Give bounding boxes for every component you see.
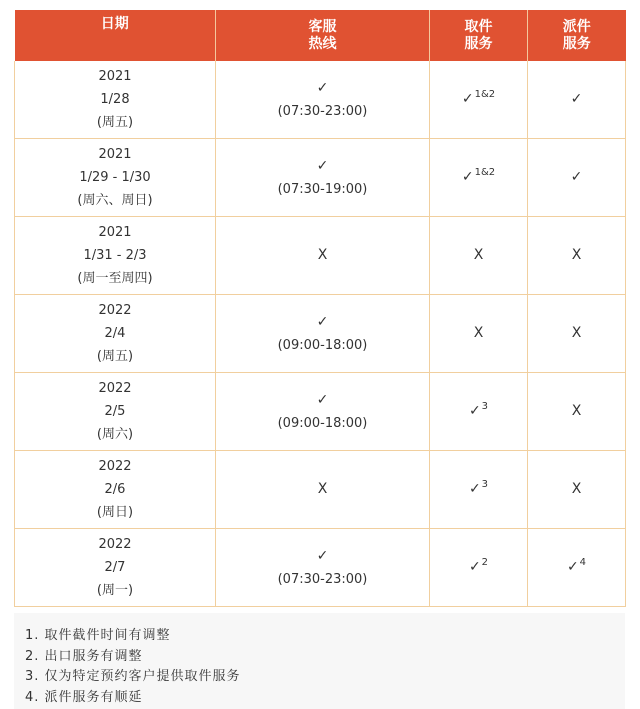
footnote-ref: 4 (579, 557, 587, 568)
pickup-cell (430, 295, 528, 373)
date-cell (15, 139, 216, 217)
table-body (15, 61, 626, 607)
table-row (15, 139, 626, 217)
delivery-cell (528, 139, 626, 217)
date-cell (15, 451, 216, 529)
footnote-1: 1. 取件截件时间有调整 (25, 628, 171, 643)
cross-icon: X (571, 247, 582, 263)
date-range: 1/28 (100, 92, 130, 107)
date-weekday: (周六、周日) (77, 193, 153, 208)
hotline-hours: (07:30-19:00) (277, 181, 368, 197)
cross-icon: X (317, 481, 328, 497)
checkmark-icon: ✓ (570, 91, 583, 107)
date-range: 2/7 (104, 560, 126, 575)
checkmark-icon: ✓ (316, 157, 329, 174)
date-year: 2022 (98, 303, 132, 318)
pickup-cell (430, 373, 528, 451)
date-year: 2021 (98, 147, 132, 162)
date-weekday: (周六) (96, 427, 134, 442)
hotline-hours: (07:30-23:00) (277, 103, 368, 119)
checkmark-icon: ✓ (468, 481, 481, 497)
header-pickup-line1: 取件 (464, 18, 493, 35)
date-range: 2/6 (104, 482, 126, 497)
hotline-cell (216, 373, 430, 451)
checkmark-icon: ✓ (316, 79, 329, 96)
hotline-cell (216, 451, 430, 529)
date-cell (15, 529, 216, 607)
checkmark-icon: ✓ (316, 547, 329, 564)
checkmark-icon: ✓ (468, 403, 481, 419)
checkmark-icon: ✓ (570, 169, 583, 185)
checkmark-icon: ✓ (566, 559, 579, 575)
table-row (15, 529, 626, 607)
footnote-ref: 2 (481, 557, 489, 568)
date-year: 2021 (98, 225, 132, 240)
header-hotline (216, 10, 430, 61)
hotline-cell (216, 295, 430, 373)
cross-icon: X (473, 325, 484, 341)
footnote-4: 4. 派件服务有顺延 (25, 689, 143, 705)
delivery-cell (528, 451, 626, 529)
footnote-3: 3. 仅为特定预约客户提供取件服务 (25, 669, 241, 684)
date-weekday: (周五) (96, 349, 134, 364)
table-row (15, 451, 626, 529)
delivery-cell (528, 529, 626, 607)
footnote-ref: 3 (481, 479, 489, 490)
header-delivery (528, 10, 626, 61)
cross-icon: X (317, 247, 328, 263)
hotline-hours: (07:30-23:00) (277, 571, 368, 587)
header-pickup-line2: 服务 (464, 35, 493, 52)
pickup-cell (430, 451, 528, 529)
date-weekday: (周五) (96, 115, 134, 130)
date-cell (15, 295, 216, 373)
delivery-cell (528, 217, 626, 295)
header-delivery-line2: 服务 (562, 35, 591, 52)
date-cell (15, 373, 216, 451)
header-hotline-line1: 客服 (308, 18, 337, 35)
checkmark-icon: ✓ (316, 313, 329, 330)
date-year: 2022 (98, 459, 132, 474)
date-range: 1/31 - 2/3 (83, 248, 147, 263)
date-cell (15, 61, 216, 139)
cross-icon: X (571, 403, 582, 419)
date-range: 2/4 (104, 326, 126, 341)
date-weekday: (周一至周四) (77, 271, 153, 286)
checkmark-icon: ✓ (468, 559, 481, 575)
delivery-cell (528, 61, 626, 139)
header-date-label: 日期 (100, 16, 129, 32)
table-row (15, 295, 626, 373)
footnotes-panel (14, 613, 625, 709)
footnote-ref: 1&2 (474, 167, 496, 178)
date-range: 2/5 (104, 404, 126, 419)
hotline-cell (216, 61, 430, 139)
date-year: 2022 (98, 537, 132, 552)
date-year: 2021 (98, 69, 132, 84)
pickup-cell (430, 139, 528, 217)
table-row (15, 61, 626, 139)
date-year: 2022 (98, 381, 132, 396)
hotline-cell (216, 529, 430, 607)
footnote-ref: 1&2 (474, 89, 496, 100)
footnote-2: 2. 出口服务有调整 (25, 648, 143, 664)
date-weekday: (周日) (96, 505, 134, 520)
hotline-hours: (09:00-18:00) (277, 415, 368, 431)
checkmark-icon: ✓ (461, 91, 474, 107)
pickup-cell (430, 529, 528, 607)
table-header-row (15, 10, 626, 61)
checkmark-icon: ✓ (461, 169, 474, 185)
delivery-cell (528, 373, 626, 451)
table-header (15, 10, 626, 61)
table-row (15, 373, 626, 451)
delivery-cell (528, 295, 626, 373)
hotline-hours: (09:00-18:00) (277, 337, 368, 353)
header-hotline-line2: 热线 (308, 35, 337, 52)
cross-icon: X (473, 247, 484, 263)
date-range: 1/29 - 1/30 (79, 170, 151, 185)
date-weekday: (周一) (96, 583, 134, 598)
pickup-cell (430, 61, 528, 139)
hotline-cell (216, 139, 430, 217)
header-date (15, 10, 216, 61)
footnote-ref: 3 (481, 401, 489, 412)
header-delivery-line1: 派件 (562, 18, 591, 35)
cross-icon: X (571, 481, 582, 497)
date-cell (15, 217, 216, 295)
pickup-cell (430, 217, 528, 295)
cross-icon: X (571, 325, 582, 341)
header-pickup (430, 10, 528, 61)
holiday-service-schedule-table (14, 10, 626, 607)
table-row (15, 217, 626, 295)
hotline-cell (216, 217, 430, 295)
checkmark-icon: ✓ (316, 391, 329, 408)
